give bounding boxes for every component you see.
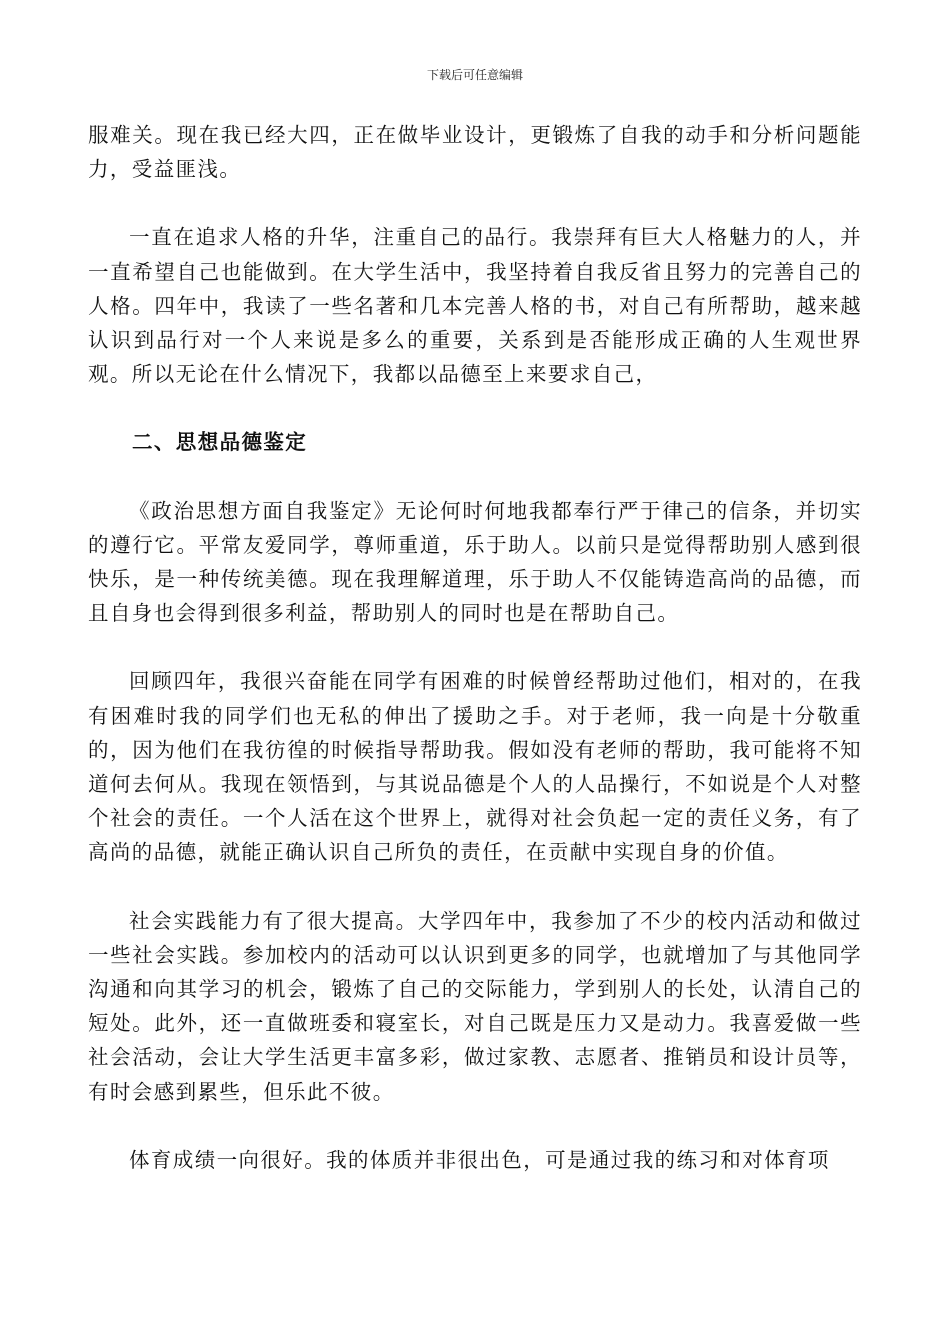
paragraph-character: 一直在追求人格的升华，注重自己的品行。我崇拜有巨大人格魅力的人，并一直希望自己也能做到。在大学生活中，我坚持着自我反省且努力的完善自己的人格。四年中，我读了一些名著和几本完善人格的书，对自己有所帮助，越来越认识到品行对一个人来说是多么的重要，关系到是否能形成正确的人生观世界观。所以无论在什么情况下，我都以品德至上来要求自己，: [88, 225, 862, 387]
paragraph-continuation: 服难关。现在我已经大四，正在做毕业设计，更锻炼了自我的动手和分析问题能力，受益匪浅。: [88, 123, 862, 182]
paragraph-social-practice: 社会实践能力有了很大提高。大学四年中，我参加了不少的校内活动和做过一些社会实践。参加校内的活动可以认识到更多的同学，也就增加了与其他同学沟通和向其学习的机会，锻炼了自己的交际能力，学到别人的长处，认清自己的短处。此外，还一直做班委和寝室长，对自己既是压力又是动力。我喜爱做一些社会活动，会让大学生活更丰富多彩，做过家教、志愿者、推销员和设计员等，有时会感到累些，但乐此不彼。: [88, 908, 862, 1104]
paragraph-sports: 体育成绩一向很好。我的体质并非很出色，可是通过我的练习和对体育项: [129, 1147, 830, 1172]
document-body: [88, 118, 862, 1211]
paragraph-political: 《政治思想方面自我鉴定》无论何时何地我都奉行严于律己的信条，并切实的遵行它。平常友爱同学，尊师重道，乐于助人。以前只是觉得帮助别人感到很快乐，是一种传统美德。现在我理解道理，乐于助人不仅能铸造高尚的品德，而且自身也会得到很多利益，帮助别人的同时也是在帮助自己。: [88, 498, 862, 626]
page-header: 下载后可任意编辑: [426, 68, 523, 82]
paragraph-review: 回顾四年，我很兴奋能在同学有困难的时候曾经帮助过他们，相对的，在我有困难时我的同学们也无私的伸出了援助之手。对于老师，我一向是十分敬重的，因为他们在我彷徨的时候指导帮助我。假如没有老师的帮助，我可能将不知道何去何从。我现在领悟到，与其说品德是个人的人品操行，不如说是个人对整个社会的责任。一个人活在这个世界上，就得对社会负起一定的责任义务，有了高尚的品德，就能正确认识自己所负的责任，在贡献中实现自身的价值。: [88, 669, 862, 865]
section-heading: 二、思想品德鉴定: [132, 430, 308, 455]
